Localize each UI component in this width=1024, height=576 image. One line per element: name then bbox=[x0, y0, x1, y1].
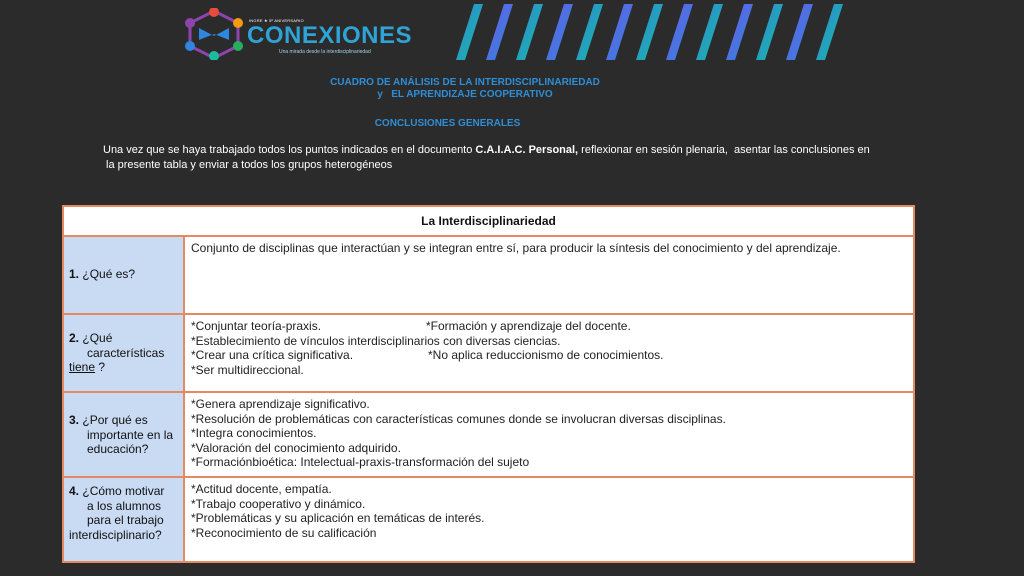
intro-bold-doc-name: C.A.I.A.C. Personal, bbox=[475, 144, 579, 156]
question-4-line-3: para el trabajo bbox=[87, 513, 164, 527]
answer-4-line-4: *Reconocimiento de su calificación bbox=[191, 525, 377, 540]
answer-3-line-2: *Resolución de problemáticas con características comunes donde se involucran diversas disciplinas. bbox=[191, 411, 726, 426]
intro-line-1 bbox=[103, 143, 933, 158]
answer-cell-3 bbox=[191, 397, 909, 470]
answer-cell-4 bbox=[191, 482, 909, 540]
answer-3-line-1: *Genera aprendizaje significativo. bbox=[191, 397, 370, 411]
decorative-stripe bbox=[666, 4, 693, 60]
decorative-stripe bbox=[636, 4, 663, 60]
answer-3-line-5: *Formaciónbioética: Intelectual-praxis-transformación del sujeto bbox=[191, 455, 530, 469]
intro-text: Una vez que se haya trabajado todos los puntos indicados en el documento bbox=[103, 144, 476, 156]
intro-paragraph bbox=[103, 143, 933, 173]
logo-wordmark: CONEXIONES bbox=[247, 22, 413, 49]
question-cell-3 bbox=[64, 393, 185, 476]
question-cell-2 bbox=[64, 315, 185, 391]
question-2-line-3: tiene ? bbox=[69, 360, 106, 374]
question-cell-4 bbox=[64, 478, 185, 561]
table-row-1 bbox=[64, 237, 913, 315]
question-cell-1 bbox=[64, 237, 185, 313]
question-4-line-2: a los alumnos bbox=[87, 498, 162, 513]
question-4-line-4: interdisciplinario? bbox=[69, 527, 162, 542]
answer-1-line-1: Conjunto de disciplinas que interactúan y se integran entre sí, para producir la síntesis del conocimiento y del aprendizaje. bbox=[191, 241, 841, 255]
table-row-4 bbox=[64, 478, 913, 561]
question-1: 1. ¿Qué es? bbox=[69, 267, 136, 281]
answer-cell-1 bbox=[191, 241, 909, 256]
conexiones-logo bbox=[183, 8, 423, 60]
section-subtitle: CONCLUSIONES GENERALES bbox=[374, 118, 521, 129]
answer-4-line-1: *Actitud docente, empatía. bbox=[191, 482, 332, 496]
decorative-stripe bbox=[756, 4, 783, 60]
answer-2-line-4: *Ser multidireccional. bbox=[191, 362, 304, 377]
answer-4-line-2: *Trabajo cooperativo y dinámico. bbox=[191, 496, 366, 511]
decorative-stripe bbox=[786, 4, 813, 60]
decorative-stripe bbox=[486, 4, 513, 60]
table-header: La Interdisciplinariedad bbox=[64, 207, 913, 237]
answer-2-line-2: *Establecimiento de vínculos interdisciplinarios con diversas ciencias. bbox=[191, 333, 561, 348]
question-2-line-1: 2. ¿Qué bbox=[69, 331, 113, 345]
decorative-stripe bbox=[606, 4, 633, 60]
conexiones-hexagon-logo-icon bbox=[183, 8, 245, 60]
logo-tagline: Una mirada desde la interdisciplinariedad bbox=[279, 49, 371, 55]
decorative-stripes bbox=[446, 2, 846, 60]
answer-3-line-4: *Valoración del conocimiento adquirido. bbox=[191, 440, 401, 455]
logo-superscript: INGRE ★ 5º ANIVERSARIO bbox=[249, 18, 304, 23]
decorative-stripe bbox=[516, 4, 543, 60]
question-4-line-1: 4. ¿Cómo motivar bbox=[69, 484, 165, 498]
decorative-stripe bbox=[696, 4, 723, 60]
question-3-line-2: importante en la bbox=[87, 427, 174, 442]
answer-4-line-3: *Problemáticas y su aplicación en temáticas de interés. bbox=[191, 511, 485, 525]
title-line-2: y EL APRENDIZAJE COOPERATIVO bbox=[377, 89, 553, 100]
decorative-stripe bbox=[816, 4, 843, 60]
decorative-stripe bbox=[726, 4, 753, 60]
question-3-line-3: educación? bbox=[87, 442, 149, 456]
table-row-3 bbox=[64, 393, 913, 478]
title-line-1: CUADRO DE ANÁLISIS DE LA INTERDISCIPLINARIEDAD bbox=[330, 77, 600, 88]
intro-line-2: la presente tabla y enviar a todos los grupos heterogéneos bbox=[106, 159, 393, 171]
decorative-stripe bbox=[576, 4, 603, 60]
table-row-2 bbox=[64, 315, 913, 393]
document-title bbox=[300, 77, 630, 101]
answer-2-line-3: *Crear una crítica significativa. *No aplica reduccionismo de conocimientos. bbox=[191, 348, 664, 362]
question-2-line-2: características bbox=[87, 345, 165, 360]
decorative-stripe bbox=[546, 4, 573, 60]
conclusions-table bbox=[62, 205, 915, 563]
intro-text-after: reflexionar en sesión plenaria, asentar las conclusiones en bbox=[578, 144, 870, 156]
question-3-line-1: 3. ¿Por qué es bbox=[69, 413, 148, 427]
answer-3-line-3: *Integra conocimientos. bbox=[191, 426, 317, 440]
answer-cell-2 bbox=[191, 319, 909, 377]
answer-2-line-1: *Conjuntar teoría-praxis. *Formación y aprendizaje del docente. bbox=[191, 319, 631, 333]
decorative-stripe bbox=[456, 4, 483, 60]
